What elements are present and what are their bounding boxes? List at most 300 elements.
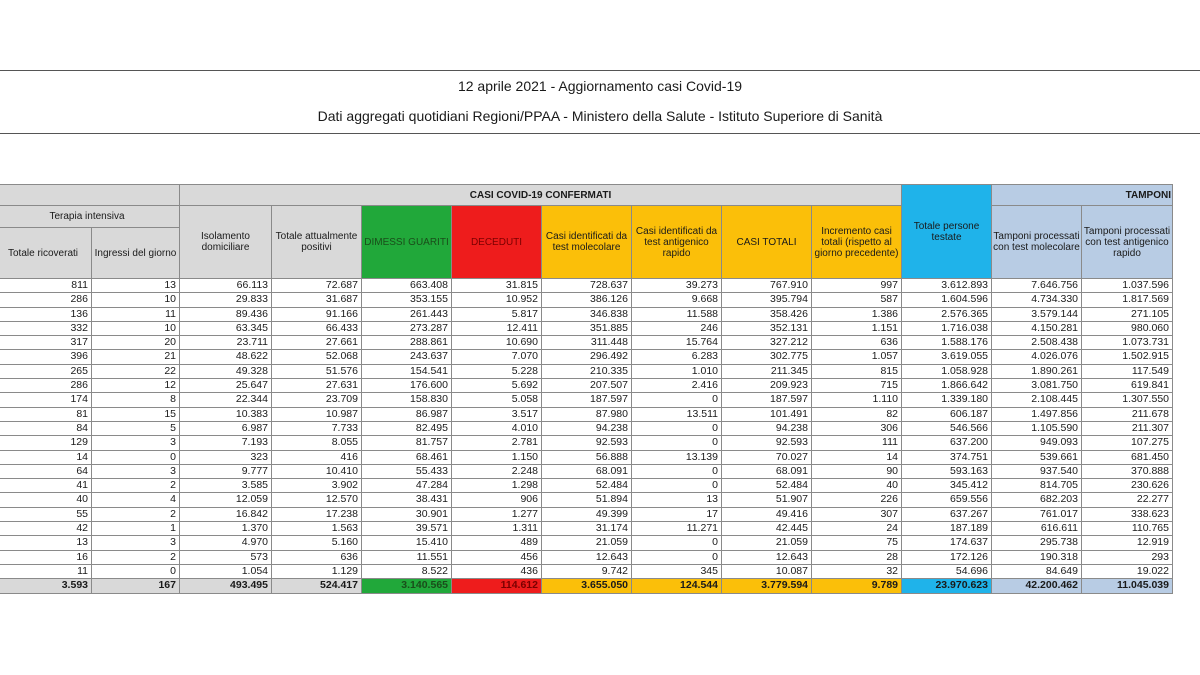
table-cell: 6.283 — [632, 350, 722, 364]
table-cell: 546.566 — [902, 421, 992, 435]
table-cell: 111 — [812, 436, 902, 450]
table-cell: 663.408 — [362, 279, 452, 293]
table-cell: 246 — [632, 321, 722, 335]
table-cell: 94.238 — [722, 421, 812, 435]
table-cell: 5.692 — [452, 379, 542, 393]
table-row — [0, 464, 1173, 478]
table-cell: 728.637 — [542, 279, 632, 293]
table-cell: 15 — [92, 407, 180, 421]
table-row — [0, 307, 1173, 321]
table-cell: 22.277 — [1082, 493, 1173, 507]
table-cell: 637.200 — [902, 436, 992, 450]
table-cell: 2.108.445 — [992, 393, 1082, 407]
table-cell: 3 — [92, 436, 180, 450]
table-cell: 273.287 — [362, 321, 452, 335]
table-cell: 345.412 — [902, 479, 992, 493]
table-cell: 10.952 — [452, 293, 542, 307]
table-cell: 13 — [92, 279, 180, 293]
total-cell: 42.200.462 — [992, 579, 1082, 593]
table-cell: 13 — [632, 493, 722, 507]
table-cell: 49.399 — [542, 507, 632, 521]
table-cell: 92.593 — [722, 436, 812, 450]
col-header: DECEDUTI — [452, 206, 542, 279]
table-cell: 4 — [92, 493, 180, 507]
table-cell: 637.267 — [902, 507, 992, 521]
table-cell: 91.166 — [272, 307, 362, 321]
table-cell: 5 — [92, 421, 180, 435]
table-cell: 19.022 — [1082, 564, 1173, 578]
table-cell: 11 — [0, 564, 92, 578]
table-cell: 9.668 — [632, 293, 722, 307]
table-cell: 937.540 — [992, 464, 1082, 478]
blank-header — [0, 185, 180, 206]
table-cell: 63.345 — [180, 321, 272, 335]
table-cell: 3.517 — [452, 407, 542, 421]
table-cell: 386.126 — [542, 293, 632, 307]
table-cell: 226 — [812, 493, 902, 507]
table-cell: 1.386 — [812, 307, 902, 321]
table-cell: 84 — [0, 421, 92, 435]
table-cell: 176.600 — [362, 379, 452, 393]
page-subtitle: Dati aggregati quotidiani Regioni/PPAA - Ministero della Salute - Istituto Superiore di Sanità — [317, 108, 883, 124]
table-cell: 1 — [92, 522, 180, 536]
table-cell: 2.248 — [452, 464, 542, 478]
table-cell: 997 — [812, 279, 902, 293]
table-cell: 42 — [0, 522, 92, 536]
table-cell: 345 — [632, 564, 722, 578]
table-cell: 10.383 — [180, 407, 272, 421]
table-cell: 1.298 — [452, 479, 542, 493]
table-cell: 40 — [812, 479, 902, 493]
table-cell: 86.987 — [362, 407, 452, 421]
table-cell: 1.890.261 — [992, 364, 1082, 378]
table-row — [0, 450, 1173, 464]
table-cell: 8.055 — [272, 436, 362, 450]
table-cell: 47.284 — [362, 479, 452, 493]
table-cell: 31.815 — [452, 279, 542, 293]
table-cell: 1.502.915 — [1082, 350, 1173, 364]
table-cell: 190.318 — [992, 550, 1082, 564]
table-row — [0, 507, 1173, 521]
col-header: Tamponi processati con test antigenico rapido — [1082, 206, 1173, 279]
table-cell: 636 — [272, 550, 362, 564]
total-cell: 9.789 — [812, 579, 902, 593]
table-cell: 39.273 — [632, 279, 722, 293]
table-cell: 17.238 — [272, 507, 362, 521]
table-cell: 17 — [632, 507, 722, 521]
table-cell: 117.549 — [1082, 364, 1173, 378]
page-title: 12 aprile 2021 - Aggiornamento casi Covid-19 — [457, 78, 743, 94]
table-cell: 27.661 — [272, 336, 362, 350]
group-tamponi-header: TAMPONI — [992, 185, 1173, 206]
table-cell: 29.833 — [180, 293, 272, 307]
table-cell: 0 — [632, 421, 722, 435]
table-cell: 81.757 — [362, 436, 452, 450]
table-cell: 296.492 — [542, 350, 632, 364]
table-cell: 12.059 — [180, 493, 272, 507]
table-cell: 2.416 — [632, 379, 722, 393]
table-cell: 23.711 — [180, 336, 272, 350]
table-cell: 8 — [92, 393, 180, 407]
col-header: Tamponi processati con test molecolare — [992, 206, 1082, 279]
table-cell: 11.271 — [632, 522, 722, 536]
table-cell: 261.443 — [362, 307, 452, 321]
table-cell: 48.622 — [180, 350, 272, 364]
table-cell: 211.307 — [1082, 421, 1173, 435]
table-cell: 0 — [632, 464, 722, 478]
table-cell: 82 — [812, 407, 902, 421]
col-header: DIMESSI GUARITI — [362, 206, 452, 279]
col-header: Casi identificati da test antigenico rapido — [632, 206, 722, 279]
table-cell: 3.585 — [180, 479, 272, 493]
table-cell: 815 — [812, 364, 902, 378]
table-cell: 1.110 — [812, 393, 902, 407]
table-cell: 55 — [0, 507, 92, 521]
table-cell: 172.126 — [902, 550, 992, 564]
table-cell: 68.091 — [722, 464, 812, 478]
table-cell: 351.885 — [542, 321, 632, 335]
table-cell: 136 — [0, 307, 92, 321]
table-cell: 573 — [180, 550, 272, 564]
table-row — [0, 436, 1173, 450]
table-cell: 1.010 — [632, 364, 722, 378]
table-cell: 2 — [92, 479, 180, 493]
table-cell: 295.738 — [992, 536, 1082, 550]
table-cell: 286 — [0, 379, 92, 393]
total-cell: 3.140.565 — [362, 579, 452, 593]
table-cell: 52.484 — [722, 479, 812, 493]
table-row — [0, 479, 1173, 493]
table-cell: 302.775 — [722, 350, 812, 364]
table-cell: 21.059 — [542, 536, 632, 550]
table-cell: 22 — [92, 364, 180, 378]
table-cell: 1.057 — [812, 350, 902, 364]
table-cell: 31.687 — [272, 293, 362, 307]
table-cell: 3 — [92, 464, 180, 478]
table-row — [0, 536, 1173, 550]
table-cell: 636 — [812, 336, 902, 350]
bottom-rule — [0, 133, 1200, 134]
table-cell: 22.344 — [180, 393, 272, 407]
table-cell: 1.497.856 — [992, 407, 1082, 421]
table-cell: 54.696 — [902, 564, 992, 578]
table-row — [0, 336, 1173, 350]
table-cell: 288.861 — [362, 336, 452, 350]
table-cell: 70.027 — [722, 450, 812, 464]
table-cell: 66.433 — [272, 321, 362, 335]
table-cell: 1.370 — [180, 522, 272, 536]
table-cell: 11 — [92, 307, 180, 321]
table-cell: 9.777 — [180, 464, 272, 478]
table-cell: 31.174 — [542, 522, 632, 536]
table-cell: 49.328 — [180, 364, 272, 378]
table-cell: 0 — [92, 450, 180, 464]
table-cell: 1.054 — [180, 564, 272, 578]
table-cell: 1.817.569 — [1082, 293, 1173, 307]
table-row — [0, 321, 1173, 335]
table-cell: 68.461 — [362, 450, 452, 464]
table-body — [0, 185, 1173, 594]
table-cell: 286 — [0, 293, 92, 307]
table-cell: 616.611 — [992, 522, 1082, 536]
table-cell: 10.087 — [722, 564, 812, 578]
table-cell: 154.541 — [362, 364, 452, 378]
table-cell: 1.866.642 — [902, 379, 992, 393]
table-cell: 395.794 — [722, 293, 812, 307]
table-cell: 2.576.365 — [902, 307, 992, 321]
total-cell: 3.593 — [0, 579, 92, 593]
table-cell: 0 — [632, 436, 722, 450]
table-cell: 211.345 — [722, 364, 812, 378]
group-ti-header: Terapia intensiva — [0, 206, 180, 228]
table-cell: 49.416 — [722, 507, 812, 521]
table-cell: 3.612.893 — [902, 279, 992, 293]
table-cell: 0 — [632, 536, 722, 550]
table-cell: 187.597 — [542, 393, 632, 407]
table-cell: 24 — [812, 522, 902, 536]
table-cell: 10 — [92, 321, 180, 335]
table-cell: 21.059 — [722, 536, 812, 550]
table-cell: 7.646.756 — [992, 279, 1082, 293]
table-cell: 715 — [812, 379, 902, 393]
covid-table — [0, 184, 1173, 594]
table-row — [0, 279, 1173, 293]
table-cell: 1.339.180 — [902, 393, 992, 407]
table-cell: 4.010 — [452, 421, 542, 435]
col-header: Totale attualmente positivi — [272, 206, 362, 279]
table-cell: 82.495 — [362, 421, 452, 435]
table-cell: 370.888 — [1082, 464, 1173, 478]
table-cell: 42.445 — [722, 522, 812, 536]
table-cell: 55.433 — [362, 464, 452, 478]
table-cell: 1.307.550 — [1082, 393, 1173, 407]
total-cell: 124.544 — [632, 579, 722, 593]
table-cell: 3.081.750 — [992, 379, 1082, 393]
table-cell: 9.742 — [542, 564, 632, 578]
table-row — [0, 564, 1173, 578]
table-cell: 7.193 — [180, 436, 272, 450]
table-cell: 767.910 — [722, 279, 812, 293]
table-cell: 158.830 — [362, 393, 452, 407]
table-cell: 436 — [452, 564, 542, 578]
table-cell: 353.155 — [362, 293, 452, 307]
table-cell: 10.410 — [272, 464, 362, 478]
table-cell: 489 — [452, 536, 542, 550]
table-cell: 56.888 — [542, 450, 632, 464]
table-cell: 13.139 — [632, 450, 722, 464]
table-cell: 14 — [812, 450, 902, 464]
table-cell: 2 — [92, 507, 180, 521]
table-row — [0, 550, 1173, 564]
table-cell: 906 — [452, 493, 542, 507]
table-cell: 3.579.144 — [992, 307, 1082, 321]
table-cell: 4.150.281 — [992, 321, 1082, 335]
table-cell: 5.058 — [452, 393, 542, 407]
table-cell: 207.507 — [542, 379, 632, 393]
table-cell: 593.163 — [902, 464, 992, 478]
group-confirmed-header: CASI COVID-19 CONFERMATI — [180, 185, 902, 206]
total-cell: 493.495 — [180, 579, 272, 593]
table-cell: 271.105 — [1082, 307, 1173, 321]
table-cell: 0 — [92, 564, 180, 578]
table-cell: 1.716.038 — [902, 321, 992, 335]
table-cell: 4.026.076 — [992, 350, 1082, 364]
table-cell: 3.619.055 — [902, 350, 992, 364]
table-cell: 211.678 — [1082, 407, 1173, 421]
col-header: Totale ricoverati — [0, 228, 92, 279]
total-cell: 167 — [92, 579, 180, 593]
table-cell: 30.901 — [362, 507, 452, 521]
table-cell: 317 — [0, 336, 92, 350]
table-cell: 10.690 — [452, 336, 542, 350]
table-cell: 52.068 — [272, 350, 362, 364]
table-row — [0, 522, 1173, 536]
table-cell: 3.902 — [272, 479, 362, 493]
col-header: Isolamento domiciliare — [180, 206, 272, 279]
total-cell: 23.970.623 — [902, 579, 992, 593]
table-cell: 0 — [632, 550, 722, 564]
table-cell: 12.919 — [1082, 536, 1173, 550]
table-cell: 980.060 — [1082, 321, 1173, 335]
table-cell: 2.508.438 — [992, 336, 1082, 350]
table-cell: 66.113 — [180, 279, 272, 293]
table-cell: 230.626 — [1082, 479, 1173, 493]
table-cell: 1.150 — [452, 450, 542, 464]
table-cell: 11.551 — [362, 550, 452, 564]
table-cell: 51.894 — [542, 493, 632, 507]
table-cell: 5.160 — [272, 536, 362, 550]
table-row — [0, 393, 1173, 407]
table-cell: 23.709 — [272, 393, 362, 407]
table-cell: 10 — [92, 293, 180, 307]
table-cell: 7.070 — [452, 350, 542, 364]
table-cell: 89.436 — [180, 307, 272, 321]
table-cell: 4.734.330 — [992, 293, 1082, 307]
table-row — [0, 379, 1173, 393]
table-cell: 2 — [92, 550, 180, 564]
table-cell: 0 — [632, 393, 722, 407]
table-cell: 1.037.596 — [1082, 279, 1173, 293]
table-cell: 416 — [272, 450, 362, 464]
table-cell: 94.238 — [542, 421, 632, 435]
table-cell: 174 — [0, 393, 92, 407]
table-cell: 25.647 — [180, 379, 272, 393]
table-cell: 1.105.590 — [992, 421, 1082, 435]
table-row — [0, 493, 1173, 507]
table-cell: 210.335 — [542, 364, 632, 378]
table-cell: 16.842 — [180, 507, 272, 521]
table-cell: 72.687 — [272, 279, 362, 293]
table-cell: 12.570 — [272, 493, 362, 507]
top-rule — [0, 70, 1200, 71]
table-cell: 12.411 — [452, 321, 542, 335]
table-cell: 41 — [0, 479, 92, 493]
table-cell: 456 — [452, 550, 542, 564]
table-cell: 311.448 — [542, 336, 632, 350]
table-cell: 21 — [92, 350, 180, 364]
table-cell: 68.091 — [542, 464, 632, 478]
table-cell: 265 — [0, 364, 92, 378]
total-cell: 11.045.039 — [1082, 579, 1173, 593]
table-row — [0, 407, 1173, 421]
table-cell: 5.228 — [452, 364, 542, 378]
table-cell: 12 — [92, 379, 180, 393]
table-cell: 1.073.731 — [1082, 336, 1173, 350]
table-cell: 761.017 — [992, 507, 1082, 521]
table-cell: 374.751 — [902, 450, 992, 464]
table-cell: 107.275 — [1082, 436, 1173, 450]
table-cell: 358.426 — [722, 307, 812, 321]
table-cell: 682.203 — [992, 493, 1082, 507]
table-cell: 949.093 — [992, 436, 1082, 450]
table-cell: 92.593 — [542, 436, 632, 450]
table-cell: 1.588.176 — [902, 336, 992, 350]
table-cell: 51.907 — [722, 493, 812, 507]
table-cell: 307 — [812, 507, 902, 521]
table-cell: 3 — [92, 536, 180, 550]
table-cell: 332 — [0, 321, 92, 335]
table-cell: 352.131 — [722, 321, 812, 335]
table-cell: 14 — [0, 450, 92, 464]
table-cell: 28 — [812, 550, 902, 564]
table-cell: 1.563 — [272, 522, 362, 536]
table-cell: 293 — [1082, 550, 1173, 564]
table-cell: 16 — [0, 550, 92, 564]
table-cell: 8.522 — [362, 564, 452, 578]
table-cell: 323 — [180, 450, 272, 464]
table-cell: 1.058.928 — [902, 364, 992, 378]
table-cell: 10.987 — [272, 407, 362, 421]
table-cell: 4.970 — [180, 536, 272, 550]
table-cell: 12.643 — [542, 550, 632, 564]
col-header: Totale persone testate — [902, 185, 992, 279]
table-cell: 1.129 — [272, 564, 362, 578]
table-cell: 327.212 — [722, 336, 812, 350]
table-cell: 811 — [0, 279, 92, 293]
table-cell: 174.637 — [902, 536, 992, 550]
table-cell: 681.450 — [1082, 450, 1173, 464]
table-cell: 187.597 — [722, 393, 812, 407]
table-cell: 20 — [92, 336, 180, 350]
col-header: Incremento casi totali (rispetto al giorno precedente) — [812, 206, 902, 279]
table-cell: 38.431 — [362, 493, 452, 507]
table-cell: 27.631 — [272, 379, 362, 393]
table-cell: 659.556 — [902, 493, 992, 507]
table-row — [0, 293, 1173, 307]
table-cell: 1.311 — [452, 522, 542, 536]
table-cell: 587 — [812, 293, 902, 307]
table-cell: 7.733 — [272, 421, 362, 435]
table-row — [0, 421, 1173, 435]
table-cell: 11.588 — [632, 307, 722, 321]
col-header: Ingressi del giorno — [92, 228, 180, 279]
table-cell: 346.838 — [542, 307, 632, 321]
table-cell: 187.189 — [902, 522, 992, 536]
table-cell: 90 — [812, 464, 902, 478]
table-cell: 129 — [0, 436, 92, 450]
table-cell: 64 — [0, 464, 92, 478]
table-cell: 1.277 — [452, 507, 542, 521]
table-cell: 1.151 — [812, 321, 902, 335]
total-cell: 3.779.594 — [722, 579, 812, 593]
table-cell: 306 — [812, 421, 902, 435]
col-header: Casi identificati da test molecolare — [542, 206, 632, 279]
table-cell: 32 — [812, 564, 902, 578]
total-cell: 524.417 — [272, 579, 362, 593]
table-cell: 12.643 — [722, 550, 812, 564]
table-cell: 619.841 — [1082, 379, 1173, 393]
table-cell: 5.817 — [452, 307, 542, 321]
